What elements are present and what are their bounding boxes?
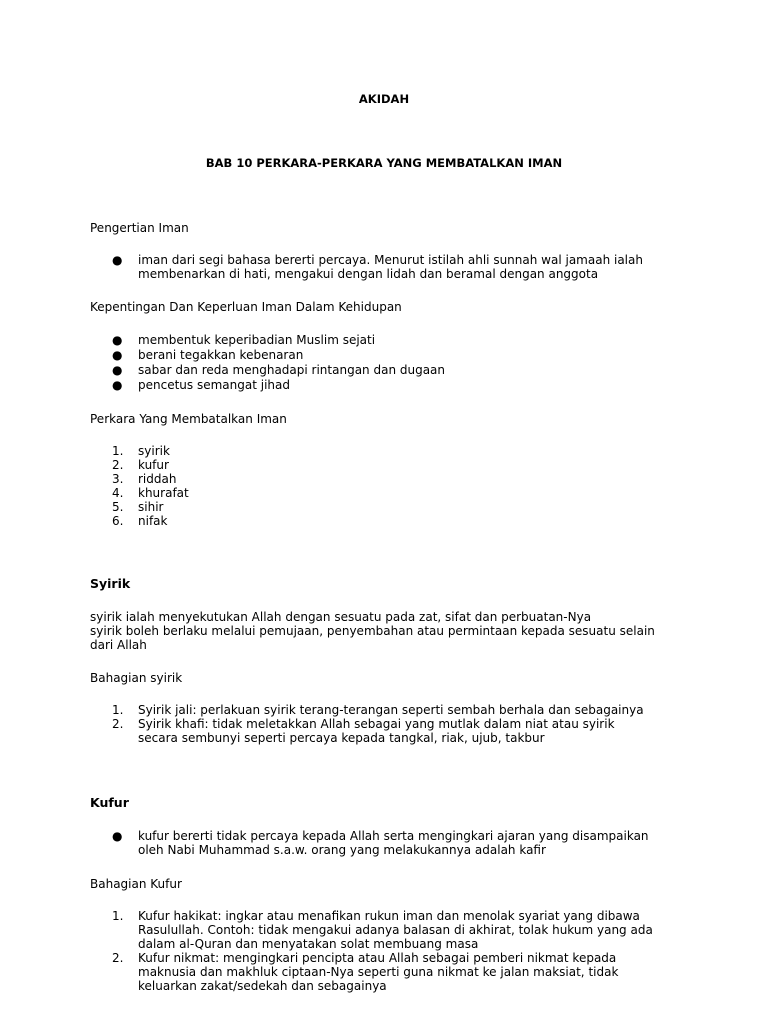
doc-title: AKIDAH xyxy=(358,92,410,106)
list-item xyxy=(90,253,650,281)
list-item xyxy=(90,472,690,486)
syirik-definition: syirik ialah menyekutukan Allah dengan sesuatu pada zat, sifat dan perbuatan-Nya xyxy=(90,610,592,624)
list-item-text: Syirik khafi: tidak meletakkan Allah sebagai yang mutlak dalam niat atau syirik secara sembunyi seperti percaya kepada tangkal, riak, ujub, takbur xyxy=(138,717,615,745)
bahagian-syirik-heading: Bahagian syirik xyxy=(90,671,183,685)
list-item-text: berani tegakkan kebenaran xyxy=(138,348,304,362)
list-item xyxy=(90,703,655,717)
list-item-text: sabar dan reda menghadapi rintangan dan dugaan xyxy=(138,363,446,377)
list-item xyxy=(90,458,690,472)
pengertian-list xyxy=(90,253,650,281)
number-marker: 3. xyxy=(112,472,124,486)
list-item xyxy=(90,486,690,500)
bahagian-kufur-heading: Bahagian Kufur xyxy=(90,877,182,891)
bullet-marker: ● xyxy=(112,253,123,267)
number-marker: 2. xyxy=(112,458,124,472)
list-item-text: riddah xyxy=(138,472,177,486)
bullet-marker: ● xyxy=(112,378,123,392)
doc-subtitle: BAB 10 PERKARA-PERKARA YANG MEMBATALKAN IMAN xyxy=(205,156,563,170)
syirik-explanation: syirik boleh berlaku melalui pemujaan, penyembahan atau permintaan kepada sesuatu selain dari Allah xyxy=(90,624,655,652)
bullet-marker: ● xyxy=(112,348,123,362)
list-item-text: syirik xyxy=(138,444,170,458)
bullet-marker: ● xyxy=(112,829,123,843)
list-item-text: kufur xyxy=(138,458,169,472)
list-item xyxy=(90,909,665,951)
perkara-list xyxy=(90,444,690,528)
bullet-marker: ● xyxy=(112,333,123,347)
perkara-heading: Perkara Yang Membatalkan Iman xyxy=(90,412,287,426)
list-item xyxy=(90,829,670,857)
list-item xyxy=(90,951,665,993)
number-marker: 4. xyxy=(112,486,124,500)
list-item-text: Syirik jali: perlakuan syirik terang-terangan seperti sembah berhala dan sebagainya xyxy=(138,703,644,717)
list-item-text: khurafat xyxy=(138,486,189,500)
syirik-heading: Syirik xyxy=(90,576,131,591)
list-item-text: Kufur nikmat: mengingkari pencipta atau Allah sebagai pemberi nikmat kepada maknusia dan makhluk ciptaan-Nya seperti guna nikmat ke jalan maksiat, tidak keluarkan zakat/sedekah dan sebagainya xyxy=(138,951,619,993)
pengertian-heading: Pengertian Iman xyxy=(90,221,189,235)
number-marker: 2. xyxy=(112,717,124,731)
kepentingan-heading: Kepentingan Dan Keperluan Iman Dalam Kehidupan xyxy=(90,300,402,314)
number-marker: 5. xyxy=(112,500,124,514)
number-marker: 2. xyxy=(112,951,124,965)
list-item xyxy=(90,378,690,392)
number-marker: 1. xyxy=(112,909,124,923)
list-item-text: pencetus semangat jihad xyxy=(138,378,290,392)
bahagian-syirik-list xyxy=(90,703,655,745)
list-item-text: Kufur hakikat: ingkar atau menafikan rukun iman dan menolak syariat yang dibawa Rasulullah. Contoh: tidak mengakui adanya balasan di akhirat, tolak hukum yang ada dalam al-Quran dan menyatakan solat membuang masa xyxy=(138,909,653,951)
list-item-text: iman dari segi bahasa bererti percaya. Menurut istilah ahli sunnah wal jamaah ialah membenarkan di hati, mengakui dengan lidah dan beramal dengan anggota xyxy=(138,253,643,281)
kepentingan-list xyxy=(90,333,690,393)
list-item xyxy=(90,363,690,377)
list-item xyxy=(90,333,690,347)
kufur-list xyxy=(90,829,670,857)
number-marker: 1. xyxy=(112,703,124,717)
list-item xyxy=(90,717,655,745)
list-item-text: sihir xyxy=(138,500,164,514)
number-marker: 6. xyxy=(112,514,124,528)
list-item xyxy=(90,348,690,362)
list-item-text: nifak xyxy=(138,514,168,528)
list-item xyxy=(90,444,690,458)
bullet-marker: ● xyxy=(112,363,123,377)
list-item-text: membentuk keperibadian Muslim sejati xyxy=(138,333,376,347)
list-item xyxy=(90,514,690,528)
kufur-heading: Kufur xyxy=(90,795,129,810)
bahagian-kufur-list xyxy=(90,909,665,993)
list-item xyxy=(90,500,690,514)
number-marker: 1. xyxy=(112,444,124,458)
list-item-text: kufur bererti tidak percaya kepada Allah serta mengingkari ajaran yang disampaikan oleh Nabi Muhammad s.a.w. orang yang melakukannya adalah kafir xyxy=(138,829,649,857)
